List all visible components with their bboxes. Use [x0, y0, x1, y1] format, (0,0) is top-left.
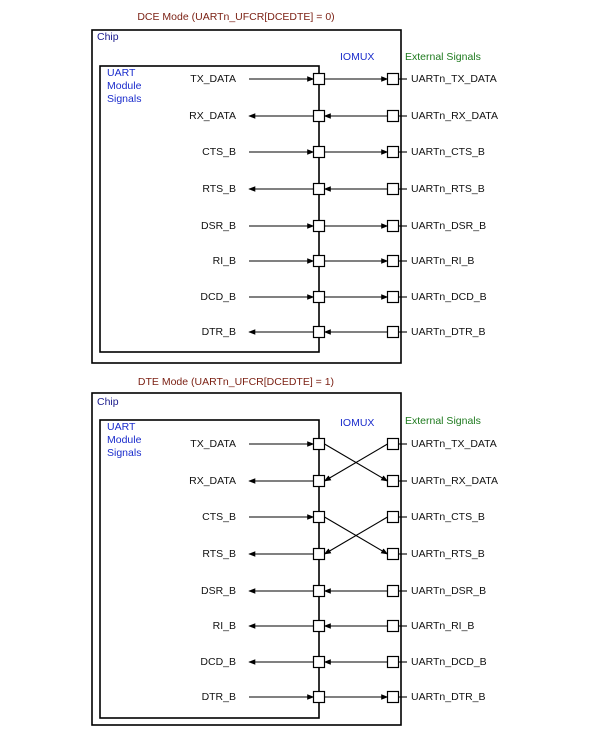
internal-signal-label: DTR_B [201, 691, 236, 703]
iomux-pad-internal [314, 221, 325, 232]
external-signal-label: UARTn_DSR_B [411, 220, 487, 232]
external-signal-label: UARTn_DTR_B [411, 326, 486, 338]
internal-signal-label: DTR_B [201, 326, 236, 338]
iomux-pad-external [388, 111, 399, 122]
external-signal-label: UARTn_DCD_B [411, 656, 487, 668]
external-signals-label: External Signals [405, 51, 481, 63]
iomux-pad-internal [314, 327, 325, 338]
uart-module-label: Signals [107, 93, 142, 105]
iomux-pad-internal [314, 184, 325, 195]
diagram-title: DCE Mode (UARTn_UFCR[DCEDTE] = 0) [137, 11, 335, 23]
iomux-pad-external [388, 147, 399, 158]
iomux-pad-internal [314, 657, 325, 668]
iomux-label: IOMUX [340, 417, 375, 429]
uart-module-box [100, 420, 319, 718]
external-signal-label: UARTn_RI_B [411, 620, 475, 632]
iomux-pad-external [388, 327, 399, 338]
iomux-pad-internal [314, 512, 325, 523]
iomux-pad-internal [314, 292, 325, 303]
uart-module-label: Module [107, 80, 142, 92]
external-signal-label: UARTn_RX_DATA [411, 110, 498, 122]
internal-signal-label: RX_DATA [189, 475, 236, 487]
iomux-pad-external [388, 221, 399, 232]
iomux-pad-external [388, 657, 399, 668]
uart-module-label: UART [107, 67, 136, 79]
external-signal-label: UARTn_RTS_B [411, 548, 485, 560]
iomux-label: IOMUX [340, 51, 375, 63]
uart-module-label: Signals [107, 447, 142, 459]
internal-signal-label: RTS_B [202, 183, 236, 195]
external-signal-label: UARTn_DCD_B [411, 291, 487, 303]
external-signal-label: UARTn_TX_DATA [411, 73, 497, 85]
external-signal-label: UARTn_RX_DATA [411, 475, 498, 487]
internal-signal-label: TX_DATA [190, 438, 236, 450]
external-signal-label: UARTn_CTS_B [411, 146, 485, 158]
uart-module-label: Module [107, 434, 142, 446]
internal-signal-label: DCD_B [200, 291, 236, 303]
external-signal-label: UARTn_CTS_B [411, 511, 485, 523]
internal-signal-label: DCD_B [200, 656, 236, 668]
internal-signal-label: RX_DATA [189, 110, 236, 122]
diagram-dce [92, 11, 498, 363]
iomux-pad-internal [314, 586, 325, 597]
iomux-pad-internal [314, 111, 325, 122]
internal-signal-label: RTS_B [202, 548, 236, 560]
external-signal-label: UARTn_DTR_B [411, 691, 486, 703]
uart-module-label: UART [107, 421, 136, 433]
external-signal-label: UARTn_RTS_B [411, 183, 485, 195]
iomux-pad-external [388, 586, 399, 597]
iomux-pad-external [388, 621, 399, 632]
internal-signal-label: CTS_B [202, 511, 236, 523]
iomux-pad-external [388, 439, 399, 450]
internal-signal-label: RI_B [212, 255, 236, 267]
chip-label: Chip [97, 31, 119, 43]
internal-signal-label: CTS_B [202, 146, 236, 158]
iomux-pad-internal [314, 549, 325, 560]
iomux-pad-external [388, 184, 399, 195]
iomux-pad-external [388, 292, 399, 303]
iomux-pad-internal [314, 621, 325, 632]
uart-module-box [100, 66, 319, 352]
internal-signal-label: DSR_B [200, 585, 236, 597]
iomux-pad-internal [314, 256, 325, 267]
diagram-title: DTE Mode (UARTn_UFCR[DCEDTE] = 1) [137, 376, 335, 388]
iomux-pad-external [388, 74, 399, 85]
external-signal-label: UARTn_RI_B [411, 255, 475, 267]
iomux-pad-external [388, 512, 399, 523]
chip-label: Chip [97, 396, 119, 408]
iomux-pad-internal [314, 476, 325, 487]
diagram-dte [92, 376, 498, 725]
iomux-pad-external [388, 549, 399, 560]
internal-signal-label: RI_B [212, 620, 236, 632]
iomux-pad-internal [314, 147, 325, 158]
iomux-pad-internal [314, 692, 325, 703]
iomux-pad-external [388, 256, 399, 267]
external-signal-label: UARTn_TX_DATA [411, 438, 497, 450]
internal-signal-label: DSR_B [200, 220, 236, 232]
iomux-pad-internal [314, 439, 325, 450]
internal-signal-label: TX_DATA [190, 73, 236, 85]
iomux-pad-external [388, 476, 399, 487]
external-signal-label: UARTn_DSR_B [411, 585, 487, 597]
iomux-pad-internal [314, 74, 325, 85]
iomux-pad-external [388, 692, 399, 703]
external-signals-label: External Signals [405, 415, 481, 427]
